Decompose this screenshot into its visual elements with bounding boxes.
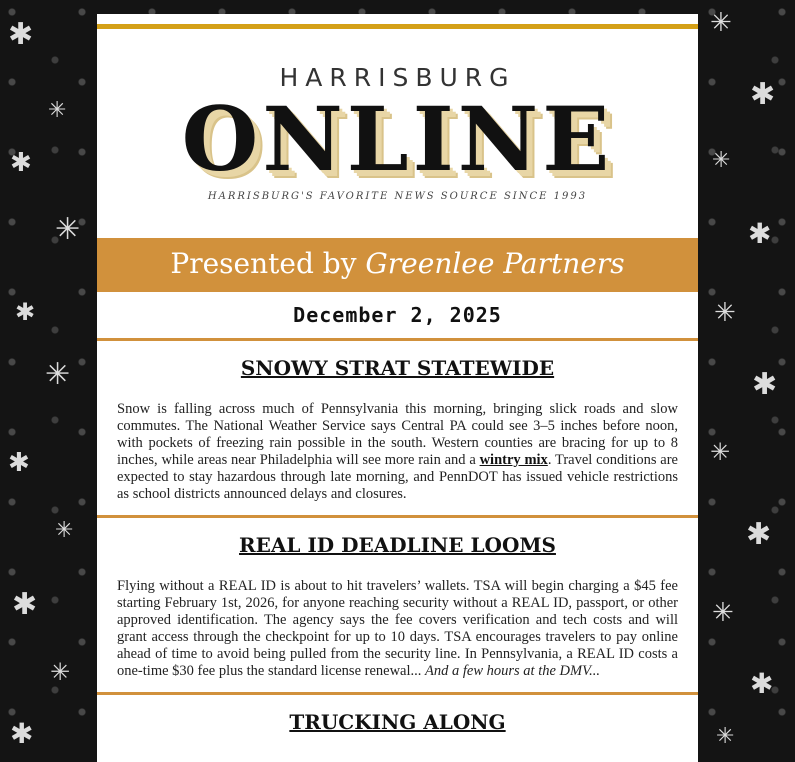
issue-date: December 2, 2025 (293, 303, 502, 327)
article-trucking (97, 709, 698, 735)
snowflake-icon: ✱ (8, 17, 34, 52)
article-body-italic: And a few hours at the DMV... (425, 663, 600, 679)
article-body: Snow is falling across much of Pennsylvania this morning, bringing slick roads and slow commutes. The National Weather Service says Central PA could see 3–5 inches before noon, with pockets of freezing rain possible in the south. Western counties are bracing for up to 8 inches, while areas near Philadelphia will see more rain and a wintry mix. Travel conditions are expected to stay hazardous through late morning, and PennDOT has issued vehicle restrictions as school districts announced delays and closures. (117, 401, 678, 502)
masthead-city: HARRISBURG (279, 63, 516, 92)
article-real-id (97, 532, 698, 680)
article-headline: REAL ID DEADLINE LOOMS (239, 533, 556, 557)
section-divider (97, 338, 698, 341)
section-divider (97, 692, 698, 695)
snowflake-icon: ✱ (10, 148, 32, 178)
wintry-mix-link[interactable]: wintry mix (479, 452, 548, 468)
snowflake-icon: ✱ (8, 448, 30, 478)
newsletter-sheet (97, 14, 698, 762)
snowflake-icon: ✱ (750, 77, 776, 112)
snowflake-icon: ✳ (710, 8, 732, 38)
article-snow (97, 355, 698, 503)
snowflake-icon: ✱ (750, 667, 774, 700)
snowflake-icon: ✳ (712, 598, 734, 628)
snowflake-icon: ✳ (50, 658, 71, 686)
top-accent-bar (97, 24, 698, 29)
masthead-title: ONLINE (181, 87, 614, 191)
section-divider (97, 515, 698, 518)
snowflake-icon: ✳ (55, 518, 74, 543)
snowflake-icon: ✱ (748, 217, 772, 250)
snowflake-icon: ✳ (716, 724, 735, 749)
snowflake-icon: ✱ (10, 717, 34, 750)
snowflake-icon: ✱ (752, 367, 778, 402)
masthead-tagline: HARRISBURG'S FAVORITE NEWS SOURCE SINCE 1993 (207, 191, 588, 202)
masthead (97, 63, 698, 202)
snowflake-icon: ✳ (45, 357, 71, 392)
sponsor-prefix: Presented by (170, 247, 366, 280)
sponsor-name: Greenlee Partners (365, 247, 625, 280)
snowflake-icon: ✱ (746, 517, 772, 552)
snowflake-icon: ✳ (714, 298, 736, 328)
sponsor-banner (97, 238, 698, 292)
article-headline: SNOWY STRAT STATEWIDE (240, 356, 555, 380)
article-headline: TRUCKING ALONG (289, 710, 506, 734)
snowflake-icon: ✱ (15, 298, 36, 326)
article-body: Flying without a REAL ID is about to hit travelers’ wallets. TSA will begin charging a $45 fee starting February 1st, 2026, for anyone reaching security without a REAL ID, passport, or other approved identification. The agency says the fee covers verification and tech costs and will grant access through the checkpoint for up to 10 days. TSA encourages travelers to pay online ahead of time to avoid being pulled from the security line. In Pennsylvania, a REAL ID costs a one-time $30 fee plus the standard license renewal... And a few hours at the DMV... (117, 578, 678, 679)
snowflake-icon: ✳ (710, 438, 731, 466)
snowflake-icon: ✱ (12, 587, 38, 622)
snowflake-icon: ✳ (48, 98, 67, 123)
snowflake-icon: ✳ (712, 148, 731, 173)
snowflake-icon: ✳ (55, 212, 81, 247)
